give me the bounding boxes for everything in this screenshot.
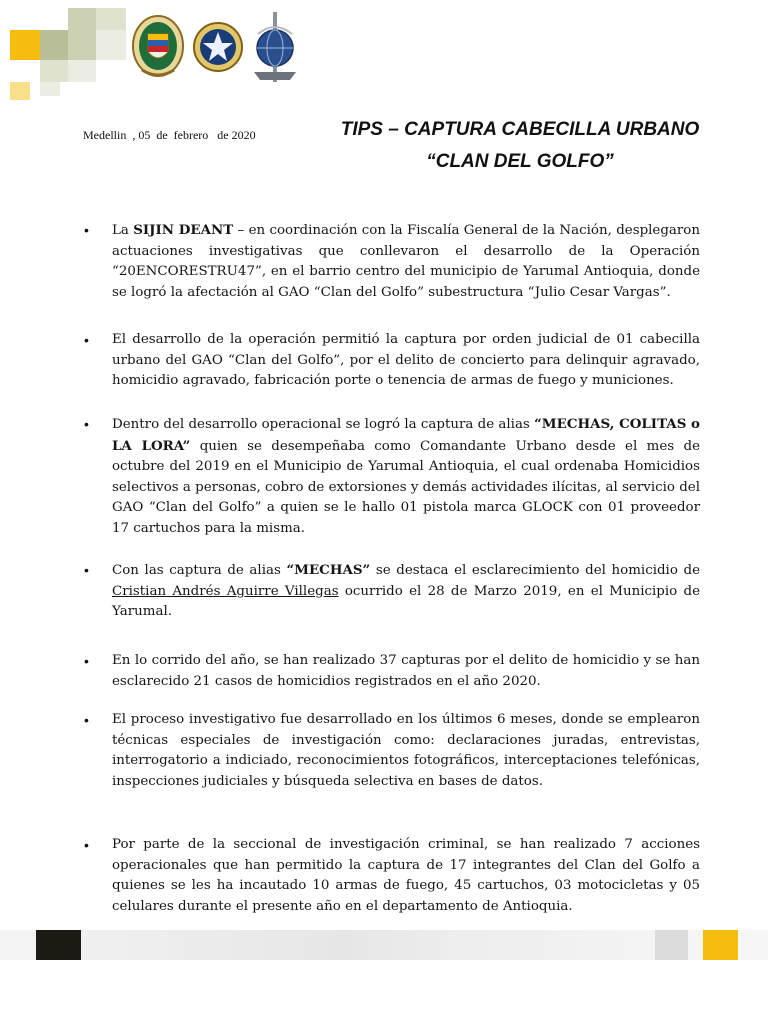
text-run: El proceso investigativo fue desarrollado en los últimos 6 meses, donde se emplearon técnicas especiales de investigación como: declaraciones juradas, entrevistas, interrogatorio a indiciado, reconocimientos fotográficos, interceptaciones telefónicas, inspecciones judiciales y búsqueda selectiva en bases de datos. <box>112 712 700 789</box>
footer-square-gold <box>703 930 738 960</box>
footer-square-dark <box>36 930 81 960</box>
decor-square <box>96 30 126 60</box>
bullet-marker: • <box>84 653 89 669</box>
bullet-marker: • <box>84 562 89 578</box>
decor-square <box>68 8 96 30</box>
interpol-globe-logo <box>250 12 300 84</box>
text-run: La <box>112 223 134 238</box>
bullet-text <box>112 560 700 623</box>
text-run: se destaca el esclarecimiento del homicidio de <box>370 563 701 578</box>
bullet-text <box>112 835 700 917</box>
decor-square <box>68 60 96 82</box>
document-title <box>330 114 710 178</box>
decor-square-pale-gold <box>10 82 30 100</box>
text-run: Por parte de la seccional de investigación criminal, se han realizado 7 acciones operacionales que han permitido la captura de 17 integrantes del Clan del Golfo a quienes se les ha incautado 10 armas de fuego, 45 cartuchos, 03 motocicletas y 05 celulares durante el presente año en el departamento de Antioquia. <box>112 837 700 914</box>
bullet-text <box>112 651 700 692</box>
text-run: En lo corrido del año, se han realizado 37 capturas por el delito de homicidio y se han esclarecido 21 casos de homicidios registrados en el año 2020. <box>112 653 700 689</box>
bold-text: “MECHAS” <box>286 562 371 578</box>
bullet-item <box>84 560 700 623</box>
text-run: ocurrido el 28 de Marzo 2019, en el Municipio de Yarumal. <box>112 583 700 619</box>
decor-square <box>68 30 96 60</box>
bullet-item <box>84 414 700 539</box>
bullet-marker: • <box>84 712 89 728</box>
decor-square <box>40 30 68 60</box>
title-line-2: “CLAN DEL GOLFO” <box>426 151 614 172</box>
dijin-star-logo <box>192 12 244 82</box>
bullet-text <box>112 330 700 392</box>
bullet-marker: • <box>84 416 89 432</box>
footer-square-grey <box>655 930 688 960</box>
decor-square <box>96 8 126 30</box>
bullet-item <box>84 710 700 792</box>
text-run: El desarrollo de la operación permitió la captura por orden judicial de 01 cabecilla urbano del GAO “Clan del Golfo”, por el delito de concierto para delinquir agravado, homicidio agravado, fabricación porte o tenencia de armas de fuego y municiones. <box>112 332 700 388</box>
bullet-item <box>84 330 700 392</box>
decor-square <box>40 60 68 82</box>
text-run: Dentro del desarrollo operacional se logró la captura de alias <box>112 417 535 432</box>
bullet-text <box>112 414 700 539</box>
underlined-text: Cristian Andrés Aguirre Villegas <box>112 583 339 599</box>
bullet-item <box>84 220 700 303</box>
bold-text: “MECHAS, COLITAS o LA LORA” <box>112 416 700 454</box>
text-run: – en coordinación con la Fiscalía General de la Nación, desplegaron actuaciones investigativas que conllevaron el desarrollo de la Operación “20ENCORESTRU47”, en el barrio centro del municipio de Yarumal Antioquia, donde se logró la afectación al GAO “Clan del Golfo” subestructura “Julio Cesar Vargas”. <box>112 223 700 300</box>
text-run: quien se desempeñaba como Comandante Urbano desde el mes de octubre del 2019 en el Municipio de Yarumal Antioquia, el cual ordenaba Homicidios selectivos a personas, cobro de extorsiones y demás actividades ilícitas, al servicio del GAO “Clan del Golfo” a quien se le hallo 01 pistola marca GLOCK con 01 proveedor 17 cartuchos para la misma. <box>112 438 700 536</box>
footer-strip <box>0 930 768 960</box>
header-logos <box>130 12 300 84</box>
bullet-text <box>112 710 700 792</box>
text-run: Con las captura de alias <box>112 563 287 578</box>
bold-text: SIJIN DEANT <box>133 222 234 238</box>
police-crest-logo <box>130 12 186 84</box>
title-line-1: TIPS – CAPTURA CABECILLA URBANO <box>340 119 700 140</box>
bullet-marker: • <box>84 222 89 238</box>
bullet-item <box>84 835 700 917</box>
bullet-marker: • <box>84 837 89 853</box>
document-date: Medellin , 05 de febrero de 2020 <box>83 128 256 142</box>
bullet-item <box>84 651 700 692</box>
decor-square-gold <box>10 30 40 60</box>
bullet-text <box>112 220 700 303</box>
decor-square <box>40 82 60 96</box>
bullet-marker: • <box>84 332 89 348</box>
